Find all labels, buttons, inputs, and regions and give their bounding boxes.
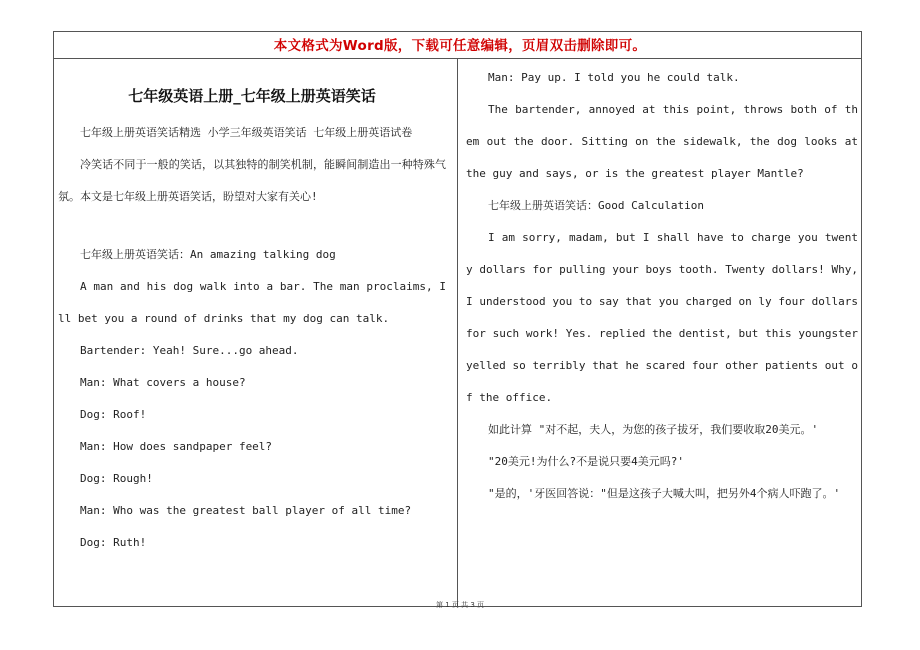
joke1-payup-line: Man: Pay up. I told you he could talk. [488,71,740,84]
column-divider [457,58,458,607]
paragraph-gap [58,213,446,239]
joke1-heading: 七年级上册英语笑话：An amazing talking dog [80,248,336,261]
header-banner: 本文格式为Word版，下载可任意编辑，页眉双击删除即可。 [273,38,647,54]
right-column [466,62,858,510]
dialogue-line: Dog: Rough! [80,472,153,485]
intro-paragraph: 七年级上册英语笑话精选 小学三年级英语笑话 七年级上册英语试卷 [80,126,413,139]
dialogue-line: Man: Who was the greatest ball player of all time? [80,504,412,517]
translation-paragraph: "是的，'牙医回答说："但是这孩子大喊大叫，把另外4个病人吓跑了。' [488,487,841,500]
dialogue-line: Man: What covers a house? [80,376,246,389]
joke1-opening: A man and his dog walk into a bar. The man proclaims, Ill bet you a round of drinks that my dog can talk. [58,280,446,325]
document-title: 七年级英语上册_七年级上册英语笑话 [128,87,376,105]
dialogue-line: Man: How does sandpaper feel? [80,440,273,453]
joke1-ending: The bartender, annoyed at this point, throws both of them out the door. Sitting on the sidewalk, the dog looks at the guy and says, or is the greatest player Mantle? [466,103,858,180]
translation-paragraph: "20美元!为什么?不是说只要4美元吗?' [488,455,684,468]
description-paragraph: 冷笑话不同于一般的笑话，以其独特的制笑机制，能瞬间制造出一种特殊气氛。本文是七年级上册英语笑话，盼望对大家有关心! [58,158,446,203]
dialogue-line: Bartender: Yeah! Sure...go ahead. [80,344,299,357]
dialogue-line: Dog: Ruth! [80,536,147,549]
joke2-body: I am sorry, madam, but I shall have to charge you twenty dollars for pulling your boys tooth. Twenty dollars! Why, I understood you to say that you charged on ly four dollars for such work! Yes. replied the dentist, but this youngster yelled so terribly that he scared four other patients out of the office. [466,231,858,404]
left-column [58,81,446,559]
page-number-footer: 第 1 页 共 3 页 [435,601,485,609]
translation-paragraph: 如此计算 "对不起，夫人，为您的孩子拔牙，我们要收取20美元。' [488,423,819,436]
dialogue-line: Dog: Roof! [80,408,147,421]
joke2-heading: 七年级上册英语笑话：Good Calculation [488,199,704,212]
